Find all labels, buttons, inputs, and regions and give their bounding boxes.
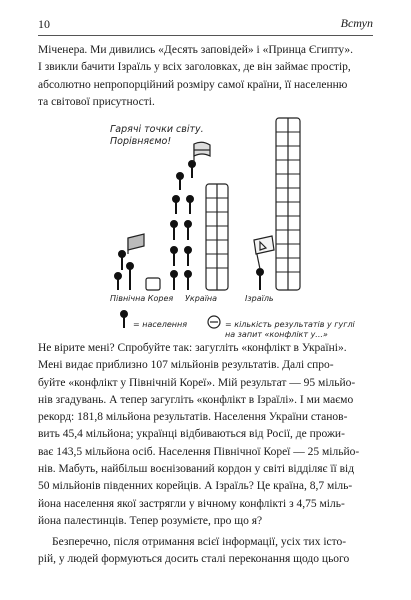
text-line: І звикли бачити Ізраїль у всіх заголовках, де він займає простір, [38,61,351,74]
legend-results-line: = кількість результатів у гуглі [225,320,355,329]
ukraine-flag [194,142,210,162]
label-north-korea: Північна Корея [110,294,174,303]
north-korea-flag [128,234,144,254]
legend-results-line: на запит «конфлікт у...» [225,330,328,339]
figure-title-line: Гарячі точки світу. [110,124,204,135]
legend-population: = населення [133,320,188,329]
text-line: нів згадувань. А тепер загугліть «конфлікт в Ізраїлі». І ми маємо [38,393,354,406]
results-icon [208,316,220,328]
text-line: абсолютно непропорційний розміру самої країни, її населенню [38,78,348,91]
label-ukraine: Україна [185,294,218,303]
israel-population [257,269,263,290]
text-line: Безперечно, після отримання всієї інформації, усіх тих істо- [52,536,347,548]
text-line: йона палестинців. Тепер розумієте, про що я? [38,514,263,527]
north-korea-population [115,251,133,290]
text-line: вить 45,4 мільйона; українці відбиваються від Росії, де прожи- [38,428,345,441]
text-line: рій, у людей формуються досить сталі переконання щодо цього [38,553,350,566]
text-line: буйте «конфлікт у Північній Кореї». Мій результат — 95 мільйо- [38,376,356,389]
text-line: та світової присутності. [38,95,155,108]
ukraine-population-stack [171,161,195,290]
text-line: рекорд: 181,8 мільйона результатів. Населення України станов- [38,411,348,424]
paragraph-conclusion [38,534,374,569]
text-line: йона населення якої застрягли у вічному конфлікті з 4,75 міль- [38,497,345,510]
page-number: 10 [38,17,50,31]
text-line: Мені видає приблизно 107 мільйонів результатів. Далі спро- [38,359,334,372]
person-icon [121,311,127,328]
ukraine-results-column [206,184,228,290]
text-line: нів. Мабуть, найбільш воєнізований кордон у світі відділяє її від [38,463,355,476]
north-korea-results [146,278,160,290]
legend-results [225,320,365,340]
paragraph-intro [38,42,374,111]
text-line: Міченера. Ми дивились «Десять заповідей» і «Принца Єгипту». [38,44,354,56]
figure-title-line: Порівняємо! [110,136,172,147]
header-rule [38,35,373,36]
illustration-hotspots [100,104,360,339]
label-israel: Ізраїль [245,294,274,303]
text-line: ває 143,5 мільйона осіб. Населення Північної Кореї — 25 мільйо- [38,445,360,458]
text-line: 50 мільйонів південних корейців. А Ізраїль? Це країна, 8,7 міль- [38,480,353,493]
israel-results-column [276,118,300,290]
israel-flag [254,236,274,269]
running-head: Вступ [340,16,373,30]
text-line: Не вірите мені? Спробуйте так: загугліть «конфлікт в Україні». [38,342,347,354]
paragraph-google [38,340,374,530]
